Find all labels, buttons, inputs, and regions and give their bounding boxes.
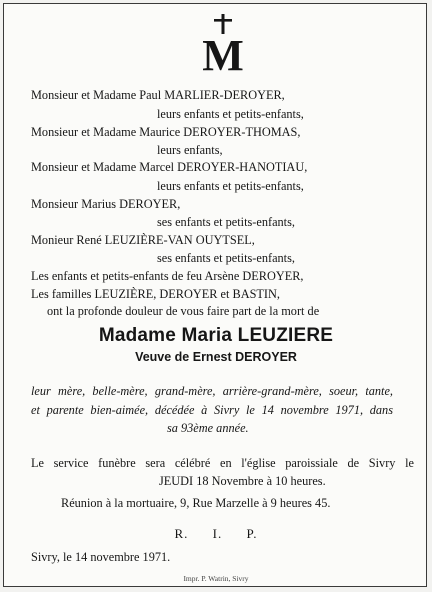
relation-line-1: leur mère, belle-mère, grand-mère, arrière-grand-mère, soeur, tante,: [31, 384, 393, 398]
family-line-12: Les familles LEUZIÈRE, DEROYER et BASTIN,: [31, 287, 280, 301]
family-line-3: Monsieur et Madame Maurice DEROYER-THOMAS,: [31, 125, 301, 139]
family-line-1: Monsieur et Madame Paul MARLIER-DEROYER,: [31, 88, 285, 102]
family-line-5: Monsieur et Madame Marcel DEROYER-HANOTIAU,: [31, 160, 308, 174]
relation-line-3: sa 93ème année.: [167, 421, 249, 435]
family-line-7: Monsieur Marius DEROYER,: [31, 197, 181, 211]
reunion-line: Réunion à la mortuaire, 9, Rue Marzelle à 9 heures 45.: [61, 496, 331, 510]
funeral-notice-card: [3, 3, 427, 587]
family-line-2: leurs enfants et petits-enfants,: [157, 107, 304, 121]
relation-line-2: et parente bien-aimée, décédée à Sivry le 14 novembre 1971, dans: [31, 403, 393, 417]
cross-monogram-emblem-icon: [200, 14, 246, 72]
place-date: Sivry, le 14 novembre 1971.: [31, 550, 171, 564]
printer-credit: Impr. P. Watrin, Sivry: [183, 574, 249, 583]
family-line-8: ses enfants et petits-enfants,: [157, 215, 295, 229]
widow-of: Veuve de Ernest DEROYER: [135, 350, 297, 364]
service-line-2: JEUDI 18 Novembre à 10 heures.: [159, 474, 326, 488]
family-line-9: Monieur René LEUZIÈRE-VAN OUYTSEL,: [31, 233, 255, 247]
family-line-10: ses enfants et petits-enfants,: [157, 251, 295, 265]
service-line-1: Le service funèbre sera célébré en l'église paroissiale de Sivry le: [31, 456, 414, 470]
family-line-11: Les enfants et petits-enfants de feu Arsène DEROYER,: [31, 269, 304, 283]
announcement-line: ont la profonde douleur de vous faire part de la mort de: [47, 304, 320, 318]
emblem-monogram: M: [202, 31, 244, 72]
family-line-6: leurs enfants et petits-enfants,: [157, 179, 304, 193]
deceased-name: Madame Maria LEUZIERE: [98, 325, 334, 346]
family-line-4: leurs enfants,: [157, 143, 223, 157]
rip: R. I. P.: [174, 526, 258, 541]
